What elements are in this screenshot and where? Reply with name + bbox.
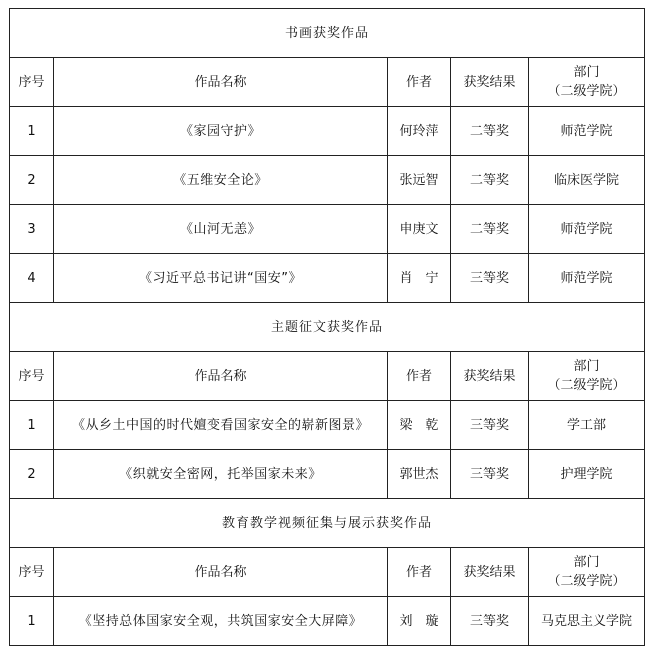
cell-no: 2 [10,156,54,205]
header-author: 作者 [388,58,451,107]
cell-no: 1 [10,401,54,450]
cell-dept: 临床医学院 [529,156,645,205]
cell-title: 《五维安全论》 [54,156,388,205]
cell-author: 何玲萍 [388,107,451,156]
cell-author: 梁 乾 [388,401,451,450]
header-no: 序号 [10,352,54,401]
header-title: 作品名称 [54,548,388,597]
section-title: 书画获奖作品 [10,9,645,58]
cell-title: 《织就安全密网，托举国家未来》 [54,450,388,499]
section-title: 主题征文获奖作品 [10,303,645,352]
cell-author: 张远智 [388,156,451,205]
cell-result: 三等奖 [451,597,529,646]
header-dept [529,58,645,107]
header-no: 序号 [10,58,54,107]
header-result: 获奖结果 [451,58,529,107]
cell-author: 申庚文 [388,205,451,254]
cell-result: 三等奖 [451,450,529,499]
cell-dept: 师范学院 [529,254,645,303]
cell-dept: 学工部 [529,401,645,450]
section-title-row [10,499,645,548]
header-dept [529,352,645,401]
cell-author: 肖 宁 [388,254,451,303]
header-title: 作品名称 [54,352,388,401]
cell-dept: 马克思主义学院 [529,597,645,646]
cell-dept: 护理学院 [529,450,645,499]
table-row [10,254,645,303]
cell-no: 2 [10,450,54,499]
section-title: 教育教学视频征集与展示获奖作品 [10,499,645,548]
header-result: 获奖结果 [451,548,529,597]
cell-result: 二等奖 [451,205,529,254]
cell-no: 1 [10,107,54,156]
section-title-row [10,9,645,58]
cell-author: 刘 璇 [388,597,451,646]
header-dept-line2: （二级学院） [547,84,626,99]
table-row [10,156,645,205]
table-row [10,205,645,254]
table-row [10,107,645,156]
cell-title: 《从乡土中国的时代嬗变看国家安全的崭新图景》 [54,401,388,450]
header-dept-line1: 部门 [573,65,600,80]
cell-no: 1 [10,597,54,646]
cell-author: 郭世杰 [388,450,451,499]
cell-result: 三等奖 [451,254,529,303]
cell-result: 二等奖 [451,107,529,156]
cell-title: 《习近平总书记讲“国安”》 [54,254,388,303]
header-no: 序号 [10,548,54,597]
section-title-row [10,303,645,352]
cell-title: 《坚持总体国家安全观，共筑国家安全大屏障》 [54,597,388,646]
header-dept-line2: （二级学院） [547,378,626,393]
cell-result: 二等奖 [451,156,529,205]
header-title: 作品名称 [54,58,388,107]
cell-no: 4 [10,254,54,303]
awards-table [9,8,645,646]
header-author: 作者 [388,352,451,401]
header-dept-line1: 部门 [573,359,600,374]
header-row [10,548,645,597]
cell-title: 《山河无恙》 [54,205,388,254]
cell-no: 3 [10,205,54,254]
table-row [10,450,645,499]
header-row [10,58,645,107]
header-result: 获奖结果 [451,352,529,401]
header-author: 作者 [388,548,451,597]
header-dept-line2: （二级学院） [547,574,626,589]
cell-title: 《家园守护》 [54,107,388,156]
table-row [10,597,645,646]
header-dept [529,548,645,597]
header-dept-line1: 部门 [573,555,600,570]
cell-result: 三等奖 [451,401,529,450]
header-row [10,352,645,401]
cell-dept: 师范学院 [529,205,645,254]
cell-dept: 师范学院 [529,107,645,156]
table-row [10,401,645,450]
